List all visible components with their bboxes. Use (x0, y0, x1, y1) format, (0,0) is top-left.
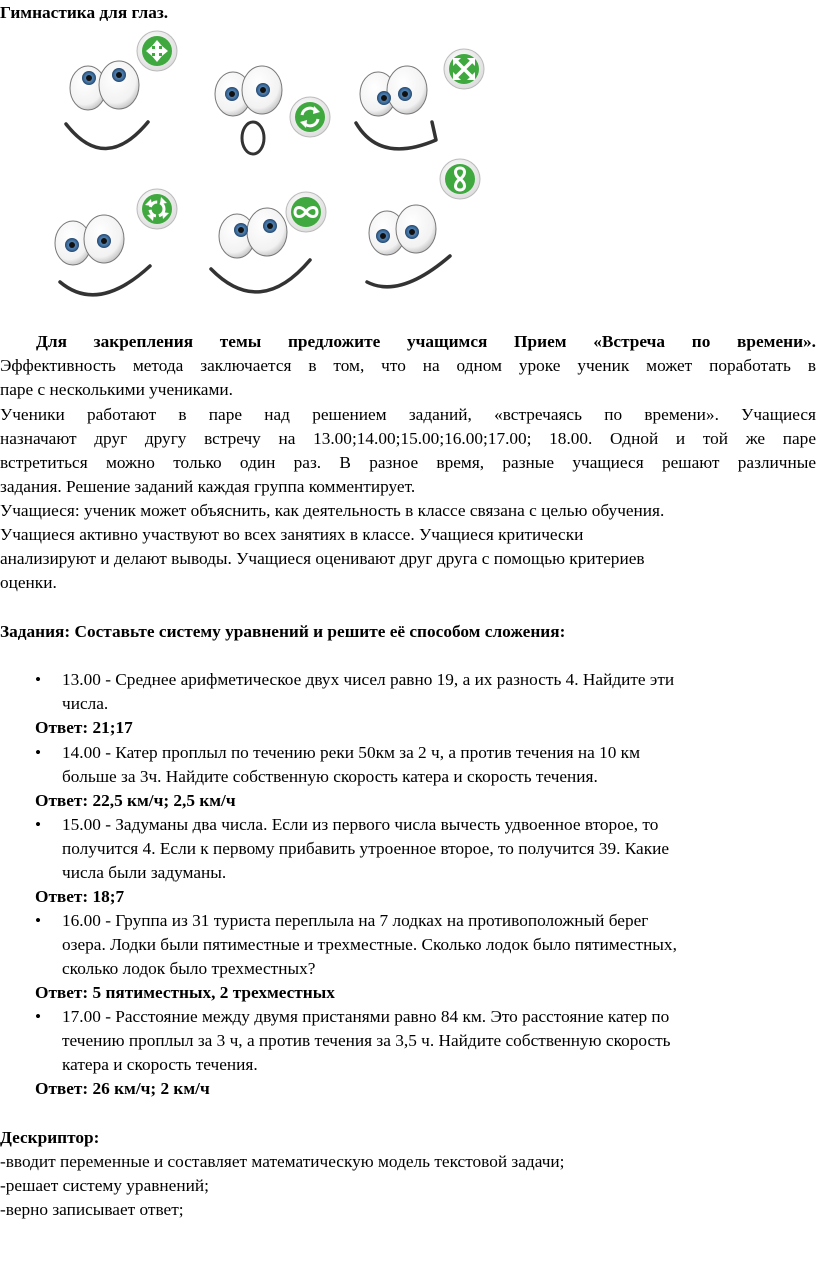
para2-line-3: встретиться можно только один раз. В разное время, разные учащиеся решают различные (0, 453, 816, 472)
face-2 (215, 66, 330, 154)
bullet: • (35, 911, 42, 930)
face-1 (66, 31, 177, 149)
para3-line-1: Учащиеся: ученик может объяснить, как деятельность в классе связана с целью обучения. (0, 501, 665, 520)
vertical-eight-icon (440, 159, 480, 199)
bullet: • (35, 743, 42, 762)
rotate-icon (290, 97, 330, 137)
bullet: • (35, 670, 42, 689)
task-line: получится 4. Если к первому прибавить утроенное второе, то получится 39. Какие (62, 839, 670, 858)
page-title: Гимнастика для глаз. (0, 3, 169, 22)
task-line: 16.00 - Группа из 31 туриста переплыла на 7 лодках на противоположный берег (62, 911, 649, 930)
task-answer-5: Ответ: 26 км/ч; 2 км/ч (35, 1079, 210, 1098)
bullet: • (35, 815, 42, 834)
task-line: 13.00 - Среднее арифметическое двух чисел равно 19, а их разность 4. Найдите эти (62, 670, 675, 689)
para3-line-4: оценки. (0, 573, 57, 592)
face-4 (55, 189, 177, 295)
task-line: озера. Лодки были пятиместные и трехместные. Сколько лодок было пятиместных, (62, 935, 677, 954)
eye-gymnastics-illustration (0, 24, 816, 314)
task-line: 15.00 - Задуманы два числа. Если из первого числа вычесть удвоенное второе, то (62, 815, 659, 834)
task-line: сколько лодок было трехместных? (62, 959, 316, 978)
diagonal-arrows-icon (444, 49, 484, 89)
intro-line-1: Эффективность метода заключается в том, что на одном уроке ученик может поработать в (0, 356, 816, 375)
task-line: 14.00 - Катер проплыл по течению реки 50км за 2 ч, а против течения на 10 км (62, 743, 641, 762)
task-answer-1: Ответ: 21;17 (35, 718, 133, 737)
intro-line-2: паре с несколькими учениками. (0, 380, 233, 399)
para2-line-1: Ученики работают в паре над решением заданий, «встречаясь по времени». Учащиеся (0, 405, 816, 424)
face-5 (211, 192, 326, 292)
task-answer-3: Ответ: 18;7 (35, 887, 125, 906)
face-6 (367, 159, 480, 287)
task-line: 17.00 - Расстояние между двумя пристанями равно 84 км. Это расстояние катер по (62, 1007, 670, 1026)
para2-line-4: задания. Решение заданий каждая группа комментирует. (0, 477, 416, 496)
task-line: течению проплыл за 3 ч, а против течения за 3,5 ч. Найдите собственную скорость (62, 1031, 671, 1050)
circle-arrows-icon (137, 189, 177, 229)
face-3 (356, 49, 484, 149)
descriptor-item: -верно записывает ответ; (0, 1200, 184, 1219)
task-answer-4: Ответ: 5 пятиместных, 2 трехместных (35, 983, 335, 1002)
task-line: катера и скорость течения. (62, 1055, 258, 1074)
task-line: числа. (62, 694, 109, 713)
task-line: числа были задуманы. (62, 863, 227, 882)
para3-line-2: Учащиеся активно участвуют во всех занятиях в классе. Учащиеся критически (0, 525, 584, 544)
descriptor-item: -вводит переменные и составляет математическую модель текстовой задачи; (0, 1152, 565, 1171)
descriptor-heading: Дескриптор: (0, 1128, 100, 1147)
para2-line-2: назначают друг другу встречу на 13.00;14.00;15.00;16.00;17.00; 18.00. Одной и той же паре (0, 429, 816, 448)
task-answer-2: Ответ: 22,5 км/ч; 2,5 км/ч (35, 791, 236, 810)
horizontal-eight-icon (286, 192, 326, 232)
task-line: больше за 3ч. Найдите собственную скорость катера и скорость течения. (62, 767, 598, 786)
intro-lead: Для закрепления темы предложите учащимся Прием «Встреча по времени». (36, 332, 816, 351)
bullet: • (35, 1007, 42, 1026)
move-arrows-icon (137, 31, 177, 71)
descriptor-item: -решает систему уравнений; (0, 1176, 209, 1195)
tasks-heading: Задания: Составьте систему уравнений и решите её способом сложения: (0, 622, 566, 641)
para3-line-3: анализируют и делают выводы. Учащиеся оценивают друг друга с помощью критериев (0, 549, 645, 568)
